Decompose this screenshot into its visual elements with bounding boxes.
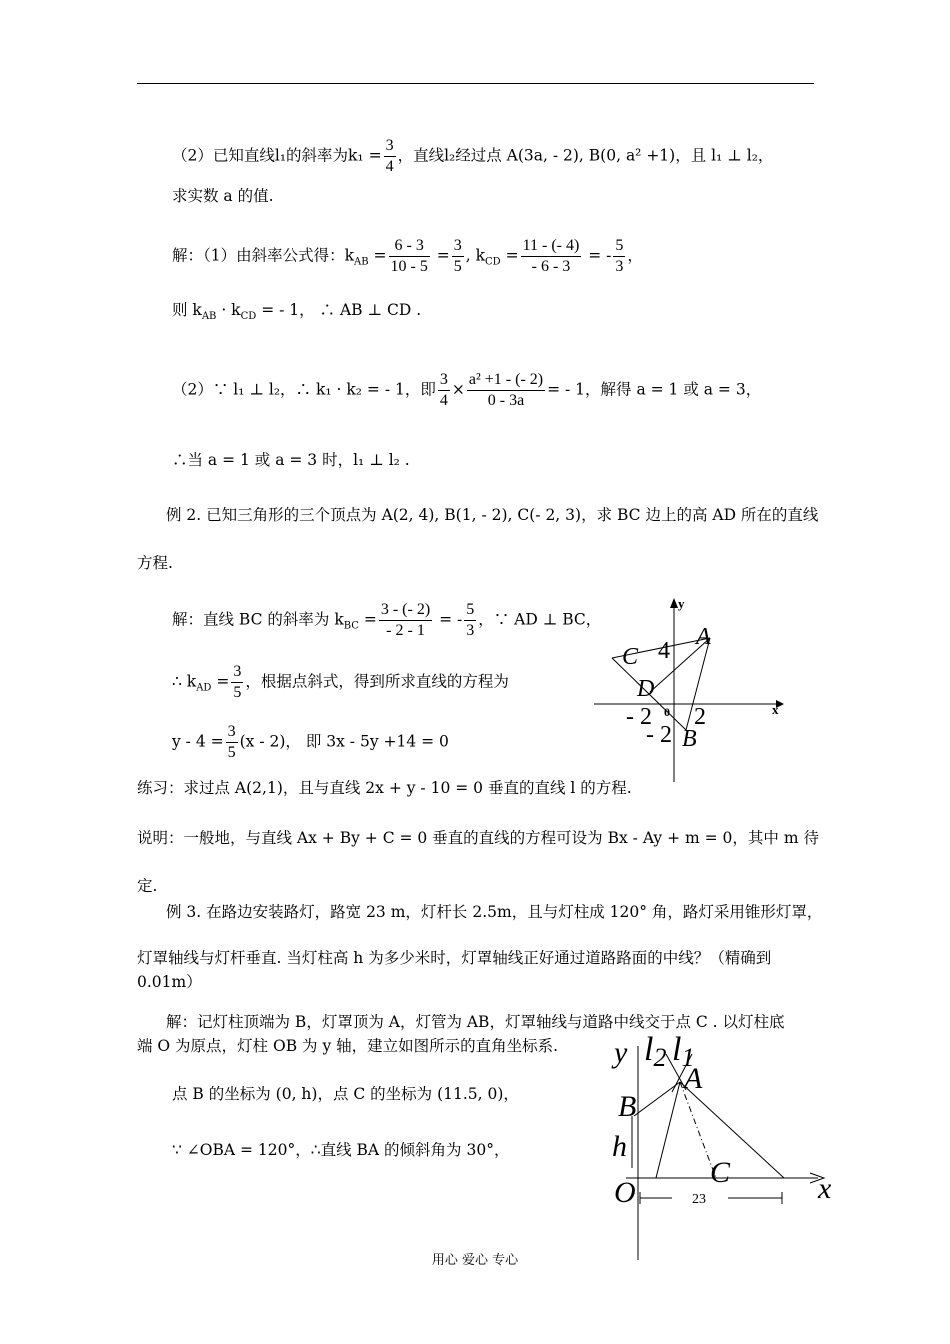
streetlight-figure bbox=[606, 1026, 846, 1262]
example-3-solution-line-3: 点 B 的坐标为 (0, h)，点 C 的坐标为 (11.5, 0)， bbox=[172, 1085, 519, 1103]
solution-2-line-2: ∴当 a = 1 或 a = 3 时，l₁ ⊥ l₂ . bbox=[172, 451, 410, 469]
fig2-l1-label: l1 bbox=[672, 1031, 695, 1072]
fig1-point-a: A bbox=[696, 624, 711, 650]
fig1-y-label: y bbox=[678, 596, 685, 611]
fig2-point-b: B bbox=[618, 1090, 637, 1123]
fig1-tick-2: 2 bbox=[694, 704, 706, 730]
solution-1-line-1: 解：（1）由斜率公式得：$k_{AB}$ = $\frac{6 - 3}{10 - 5}$ = $\frac{3}{5}$ , $k_{CD}$ = $\frac{11 - (- 4)}{- 6 - 3}$ = - $\frac{5}{3}$ ， bbox=[172, 237, 643, 275]
solution-1-line-2: 则 $k_{AB} \cdot k_{CD}$ = - 1， ∴ AB ⊥ CD . bbox=[172, 301, 422, 323]
fig1-tick-4: 4 bbox=[658, 638, 670, 664]
fraction-point-slope: $\frac{3}{5}$ bbox=[227, 723, 236, 761]
solution-2-line-1: （2）∵ l₁ ⊥ l₂，∴ k₁ · k₂ = - 1，即 $\frac{3}{4}$ × $\frac{\text{a² +1 - (- 2)}}{0 - 3a}$ = - 1，解得 a = 1 或 a = 3， bbox=[172, 371, 762, 409]
fraction-3-4: $\frac{3}{4}$ bbox=[439, 371, 448, 409]
fraction-kbc: $\frac{3 - (- 2)}{- 2 - 1}$ bbox=[380, 601, 431, 639]
fig2-width-label: 23 bbox=[692, 1192, 706, 1207]
fig2-point-a: A bbox=[684, 1062, 703, 1095]
fig1-tick-neg2-x: - 2 bbox=[626, 704, 652, 730]
fraction-kbc-result: $\frac{5}{3}$ bbox=[466, 601, 475, 639]
example-3-line-3: 0.01m） bbox=[137, 973, 202, 991]
fraction-kcd-result: $\frac{5}{3}$ bbox=[615, 237, 624, 275]
fig2-point-c: C bbox=[710, 1156, 731, 1189]
example-2-line-1: 例 2. 已知三角形的三个顶点为 A(2, 4), B(1, - 2), C(- 2, 3)，求 BC 边上的高 AD 所在的直线 bbox=[166, 506, 819, 524]
fraction-slope-l2: $\frac{\text{a² +1 - (- 2)}}{0 - 3a}$ bbox=[468, 371, 544, 409]
fraction-kcd: $\frac{11 - (- 4)}{- 6 - 3}$ bbox=[522, 237, 580, 275]
fig2-y-label: y bbox=[614, 1036, 628, 1069]
fraction-kab-result: $\frac{3}{5}$ bbox=[453, 237, 462, 275]
fraction-kab: $\frac{6 - 3}{10 - 5}$ bbox=[390, 237, 428, 275]
example-3-solution-line-2: 端 O 为原点，灯柱 OB 为 y 轴，建立如图所示的直角坐标系. bbox=[137, 1037, 559, 1055]
note-line-1: 说明：一般地，与直线 Ax + By + C = 0 垂直的直线的方程可设为 Bx - Ay + m = 0，其中 m 待 bbox=[137, 829, 819, 847]
fig2-point-o: O bbox=[614, 1176, 636, 1209]
fig2-x-label: x bbox=[818, 1172, 832, 1205]
example-2-solution-line-2: ∴ $k_{AD}$ = $\frac{3}{5}$ ，根据点斜式，得到所求直线的方程为 bbox=[172, 663, 509, 701]
note-line-2: 定. bbox=[137, 877, 158, 895]
fig1-point-b: B bbox=[682, 726, 697, 752]
page-footer: 用心 爱心 专心 bbox=[431, 1253, 519, 1268]
example-2-line-2: 方程. bbox=[137, 554, 173, 572]
example-2-solution-line-1: 解：直线 BC 的斜率为 $k_{BC}$ = $\frac{3 - (- 2)}{- 2 - 1}$ = - $\frac{5}{3}$ ，∵ AD ⊥ BC， bbox=[172, 601, 602, 639]
triangle-figure bbox=[590, 592, 790, 784]
fig2-l2-label: l2 bbox=[644, 1031, 667, 1072]
practice-line: 练习：求过点 A(2,1)，且与直线 2x + y - 10 = 0 垂直的直线 l 的方程. bbox=[137, 779, 632, 797]
problem-2-line-2: 求实数 a 的值. bbox=[172, 187, 274, 205]
fig2-h-label: h bbox=[612, 1130, 627, 1163]
fraction-k1: $\frac{3}{4}$ bbox=[385, 137, 394, 175]
example-3-solution-line-4: ∵ ∠OBA = 120°，∴直线 BA 的倾斜角为 30°， bbox=[172, 1141, 510, 1159]
fig1-point-c: C bbox=[622, 644, 639, 670]
example-2-solution-line-3: y - 4 = $\frac{3}{5}$ (x - 2)， 即 3x - 5y +14 = 0 bbox=[172, 723, 449, 761]
header-rule bbox=[137, 83, 814, 84]
example-3-solution-line-1: 解：记灯柱顶端为 B，灯罩顶为 A，灯管为 AB，灯罩轴线与道路中线交于点 C . 以灯柱底 bbox=[166, 1013, 785, 1031]
example-3-line-1: 例 3. 在路边安装路灯，路宽 23 m，灯杆长 2.5m，且与灯柱成 120° 角，路灯采用锥形灯罩， bbox=[166, 903, 823, 921]
example-3-line-2: 灯罩轴线与灯杆垂直. 当灯柱高 h 为多少米时，灯罩轴线正好通过道路路面的中线？（精确到 bbox=[137, 949, 772, 967]
fig1-origin-label: 0 bbox=[664, 705, 670, 719]
problem-2-line-1: （2）已知直线l₁的斜率为k₁ = $\frac{3}{4}$ ，直线l₂经过点 A(3a, - 2), B(0, a² +1)，且 l₁ ⊥ l₂， bbox=[172, 137, 774, 175]
fig1-x-label: x bbox=[772, 702, 779, 717]
fig1-point-d: D bbox=[637, 676, 655, 702]
fig1-tick-neg2-y: - 2 bbox=[646, 722, 672, 748]
fraction-kad: $\frac{3}{5}$ bbox=[233, 663, 242, 701]
